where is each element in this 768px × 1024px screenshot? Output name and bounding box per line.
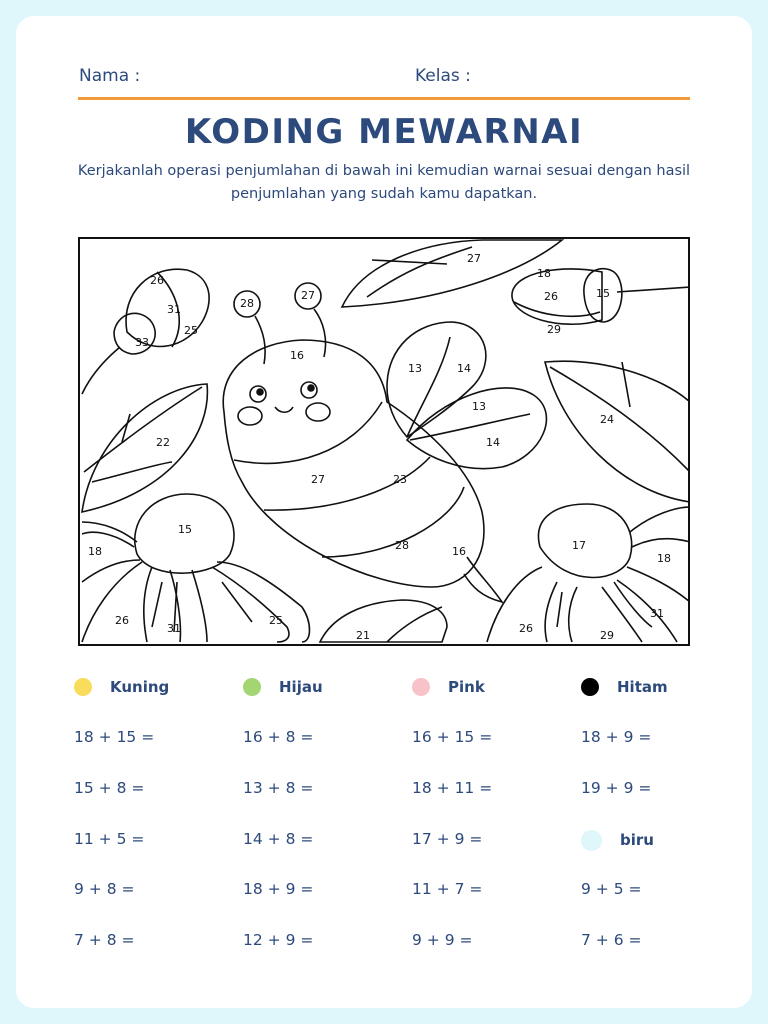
- equation: 16 + 15 =: [412, 728, 493, 746]
- region-label: 29: [547, 323, 561, 336]
- equation: 18 + 15 =: [74, 728, 155, 746]
- equation: 14 + 8 =: [243, 830, 314, 848]
- name-field-label: Nama :: [79, 66, 141, 86]
- region-label: 22: [156, 436, 170, 449]
- leaf-top: [342, 240, 562, 307]
- region-label: 27: [467, 252, 481, 265]
- region-label: 15: [178, 523, 192, 536]
- legend-label: Hijau: [279, 678, 323, 696]
- bee-wing-top: [387, 322, 486, 437]
- equation: 18 + 9 =: [581, 728, 652, 746]
- pink-swatch: [412, 678, 430, 696]
- region-label: 18: [657, 552, 671, 565]
- region-label: 24: [600, 413, 614, 426]
- legend-hitam: [581, 676, 751, 698]
- blue-swatch: [581, 830, 602, 851]
- coloring-picture: [78, 237, 690, 646]
- region-label: 16: [290, 349, 304, 362]
- legend-hijau: [243, 676, 413, 698]
- header-divider: [78, 97, 690, 100]
- color-column-hijau: [243, 676, 413, 956]
- region-label: 26: [150, 274, 164, 287]
- page-title: KODING MEWARNAI: [184, 112, 584, 152]
- equation: 11 + 5 =: [74, 830, 145, 848]
- leaf-bottom: [320, 600, 447, 642]
- region-label: 17: [572, 539, 586, 552]
- yellow-swatch: [74, 678, 92, 696]
- region-label: 31: [167, 303, 181, 316]
- region-label: 28: [395, 539, 409, 552]
- equation: 9 + 8 =: [74, 880, 135, 898]
- region-label: 26: [115, 614, 129, 627]
- region-label: 28: [240, 297, 254, 310]
- class-field-label: Kelas :: [415, 66, 471, 86]
- region-label: 25: [184, 324, 198, 337]
- equation: 18 + 9 =: [243, 880, 314, 898]
- equation: 9 + 5 =: [581, 880, 642, 898]
- region-label: 21: [356, 629, 370, 642]
- leaf-right: [545, 361, 688, 502]
- instructions-text: Kerjakanlah operasi penjumlahan di bawah ini kemudian warnai sesuai dengan hasil penjumlahan yang sudah kamu dapatkan.: [77, 163, 691, 202]
- legend-label: biru: [620, 831, 654, 849]
- region-label: 31: [650, 607, 664, 620]
- equation: 15 + 8 =: [74, 779, 145, 797]
- color-column-pink: [412, 676, 582, 956]
- equation: 11 + 7 =: [412, 880, 483, 898]
- region-label: 29: [600, 629, 614, 642]
- legend-label: Hitam: [617, 678, 668, 696]
- legend-label: Pink: [448, 678, 485, 696]
- color-column-hitam-biru: [581, 676, 751, 956]
- equation: 19 + 9 =: [581, 779, 652, 797]
- legend-label: Kuning: [110, 678, 170, 696]
- region-label: 25: [269, 614, 283, 627]
- region-label: 23: [393, 473, 407, 486]
- region-label: 31: [167, 622, 181, 635]
- equation: 16 + 8 =: [243, 728, 314, 746]
- green-swatch: [243, 678, 261, 696]
- equation: 7 + 8 =: [74, 931, 135, 949]
- region-label: 14: [486, 436, 500, 449]
- legend-biru: [581, 829, 654, 851]
- region-label: 13: [408, 362, 422, 375]
- region-label: 18: [537, 267, 551, 280]
- region-label: 26: [519, 622, 533, 635]
- region-label: 14: [457, 362, 471, 375]
- region-label: 13: [472, 400, 486, 413]
- legend-pink: [412, 676, 582, 698]
- equation: 9 + 9 =: [412, 931, 473, 949]
- equation: 17 + 9 =: [412, 830, 483, 848]
- region-label: 26: [544, 290, 558, 303]
- equation: 13 + 8 =: [243, 779, 314, 797]
- region-label: 27: [311, 473, 325, 486]
- region-label: 33: [135, 336, 149, 349]
- legend-kuning: [74, 676, 244, 698]
- black-swatch: [581, 678, 599, 696]
- leaf-left: [82, 384, 207, 512]
- color-column-kuning: [74, 676, 244, 956]
- region-label: 18: [88, 545, 102, 558]
- region-label: 27: [301, 289, 315, 302]
- equation: 18 + 11 =: [412, 779, 493, 797]
- region-label: 15: [596, 287, 610, 300]
- region-label: 16: [452, 545, 466, 558]
- equation: 7 + 6 =: [581, 931, 642, 949]
- equation: 12 + 9 =: [243, 931, 314, 949]
